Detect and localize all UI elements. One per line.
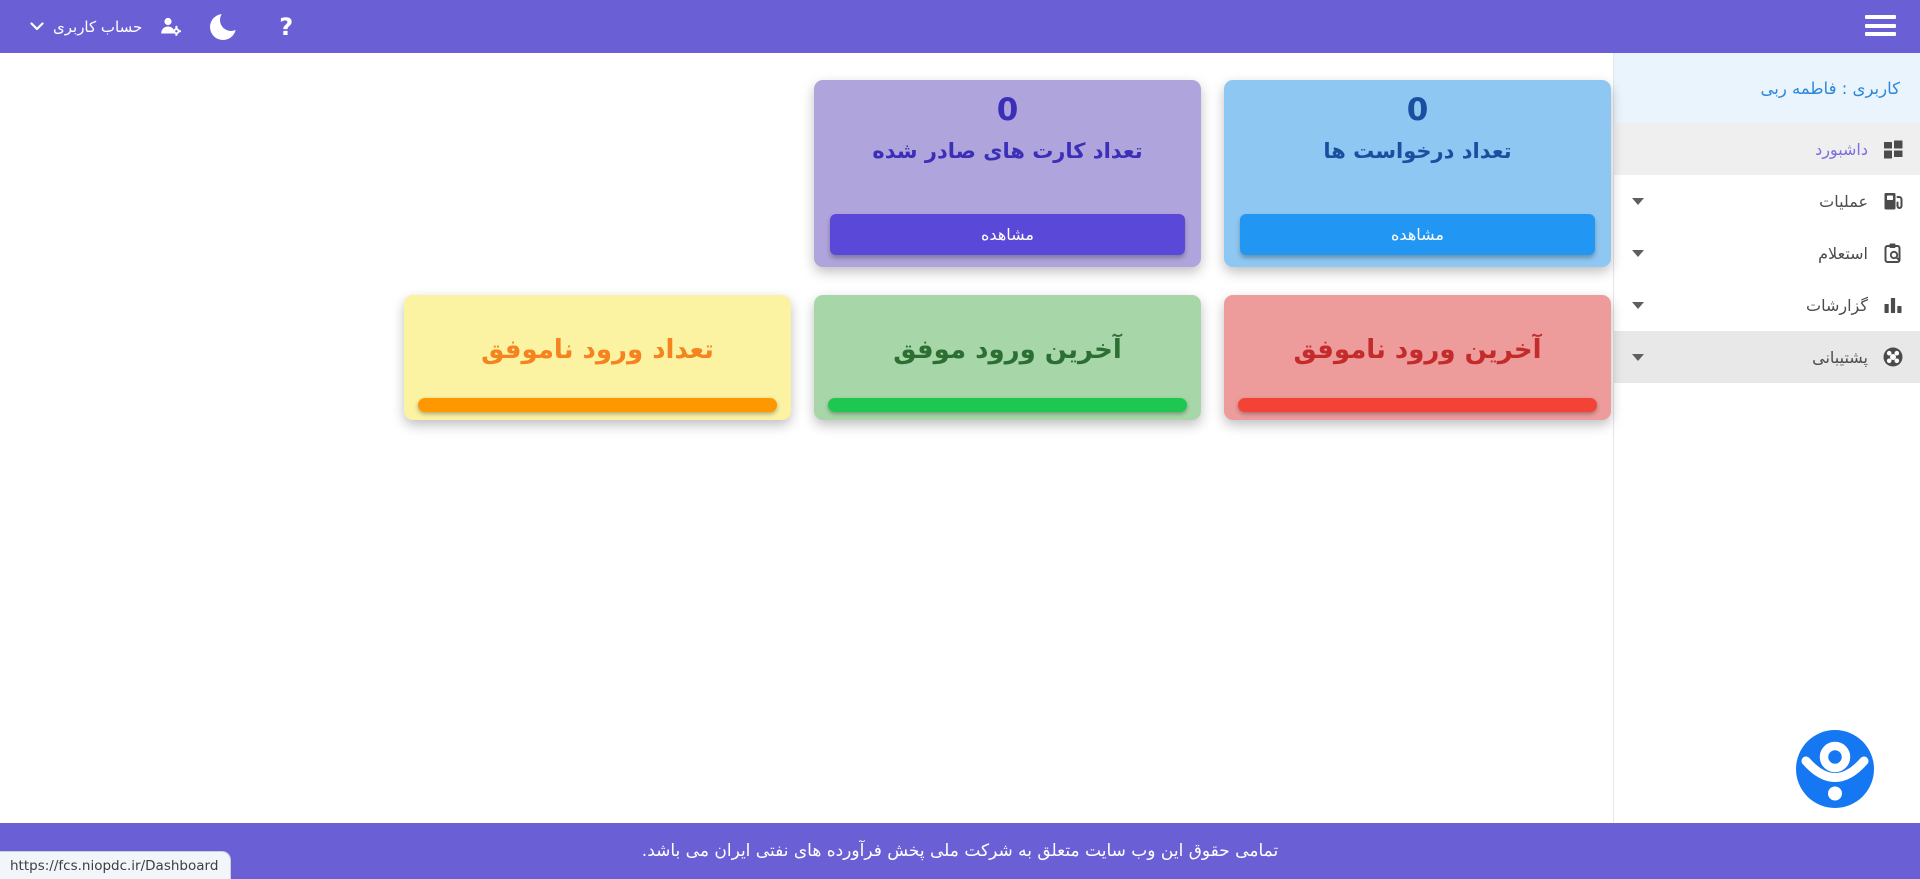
sidebar-item-label: استعلام bbox=[1818, 243, 1868, 263]
sidebar-item-support[interactable] bbox=[1614, 331, 1920, 383]
sidebar-item-dashboard[interactable] bbox=[1614, 123, 1920, 175]
status-indicator-bar bbox=[418, 398, 777, 412]
sidebar-user-info bbox=[1614, 53, 1920, 123]
stat-cards-row bbox=[404, 80, 1611, 267]
sidebar-item-label: پشتیبانی bbox=[1812, 347, 1868, 367]
chevron-down-icon bbox=[1632, 302, 1644, 309]
clipboard-search-icon bbox=[1881, 242, 1905, 264]
chevron-down-icon[interactable] bbox=[30, 22, 44, 31]
page-body bbox=[0, 53, 1920, 823]
chevron-down-icon bbox=[1632, 354, 1644, 361]
app-footer bbox=[0, 823, 1920, 879]
status-url: https://fcs.niopdc.ir/Dashboard bbox=[10, 857, 219, 874]
sidebar bbox=[1613, 53, 1920, 823]
status-card-last-successful-login bbox=[814, 295, 1201, 420]
status-card-title: آخرین ورود موفق bbox=[893, 334, 1122, 365]
sidebar-item-inquiry[interactable] bbox=[1614, 227, 1920, 279]
status-indicator-bar bbox=[1238, 398, 1597, 412]
sidebar-item-label: عملیات bbox=[1819, 191, 1868, 211]
browser-status-bar bbox=[0, 851, 231, 879]
stat-title: تعداد درخواست ها bbox=[1323, 139, 1512, 163]
app-header bbox=[0, 0, 1920, 53]
sidebar-item-label: گزارشات bbox=[1806, 295, 1868, 315]
lifebuoy-support-icon bbox=[1881, 346, 1905, 368]
sidebar-item-reports[interactable] bbox=[1614, 279, 1920, 331]
status-card-last-failed-login bbox=[1224, 295, 1611, 420]
stat-value: 0 bbox=[1406, 92, 1429, 128]
stat-card-issued-cards bbox=[814, 80, 1201, 267]
status-card-failed-login-count bbox=[404, 295, 791, 420]
view-issued-cards-button[interactable]: مشاهده bbox=[830, 214, 1185, 255]
status-cards-row bbox=[404, 295, 1611, 420]
user-info-label: کاربری : فاطمه ربی bbox=[1760, 78, 1900, 98]
stat-title: تعداد کارت های صادر شده bbox=[872, 139, 1143, 163]
help-question-icon[interactable]: ? bbox=[279, 12, 294, 41]
sidebar-item-label: داشبورد bbox=[1815, 139, 1868, 159]
dashboard-grid-icon bbox=[1881, 139, 1905, 160]
user-settings-icon[interactable] bbox=[159, 16, 183, 38]
sidebar-item-operations[interactable] bbox=[1614, 175, 1920, 227]
status-card-title: آخرین ورود ناموفق bbox=[1293, 334, 1542, 365]
stat-card-requests bbox=[1224, 80, 1611, 267]
chevron-down-icon bbox=[1632, 198, 1644, 205]
main-content bbox=[0, 53, 1613, 823]
hamburger-menu-icon[interactable] bbox=[1865, 15, 1896, 41]
copyright-text: تمامی حقوق این وب سایت متعلق به شرکت ملی پخش فرآورده های نفتی ایران می باشد. bbox=[641, 841, 1279, 861]
fuel-pump-icon bbox=[1881, 190, 1905, 212]
chevron-down-icon bbox=[1632, 250, 1644, 257]
status-card-title: تعداد ورود ناموفق bbox=[481, 334, 714, 365]
stat-value: 0 bbox=[996, 92, 1019, 128]
account-menu[interactable]: حساب کاربری bbox=[53, 17, 143, 36]
niopdc-logo bbox=[1796, 730, 1874, 812]
bar-chart-icon bbox=[1881, 295, 1905, 315]
view-requests-button[interactable]: مشاهده bbox=[1240, 214, 1595, 255]
dark-mode-moon-icon[interactable] bbox=[210, 14, 236, 40]
status-indicator-bar bbox=[828, 398, 1187, 412]
